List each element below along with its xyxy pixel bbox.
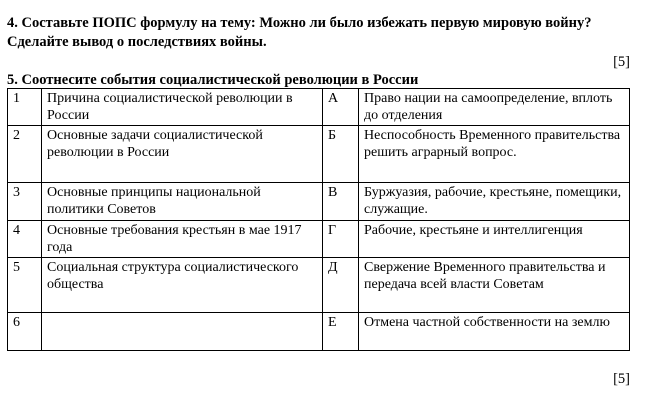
question-4-points: [5] [613, 54, 630, 70]
row-item: Основные требования крестьян в мае 1917 года [42, 221, 323, 258]
question-5-title: 5. Соотнесите события социалистической революции в России [7, 72, 419, 88]
row-number: 3 [8, 183, 42, 221]
row-item: Социальная структура социалистического общества [42, 258, 323, 313]
row-answer: Рабочие, крестьяне и интеллигенция [359, 221, 630, 258]
row-number: 5 [8, 258, 42, 313]
table-row [8, 313, 630, 351]
table-row [8, 221, 630, 258]
table-row [8, 126, 630, 183]
row-letter: Г [323, 221, 359, 258]
table-row [8, 258, 630, 313]
table-row [8, 183, 630, 221]
row-letter: Е [323, 313, 359, 351]
row-item: Основные принципы национальной политики Советов [42, 183, 323, 221]
row-answer: Право нации на самоопределение, вплоть до отделения [359, 89, 630, 126]
row-number: 2 [8, 126, 42, 183]
question-4-text: 4. Составьте ПОПС формулу на тему: Можно ли было избежать первую мировую войну? Сделайте вывод о последствиях войны. [7, 15, 592, 50]
row-item: Причина социалистической революции в России [42, 89, 323, 126]
row-letter: Д [323, 258, 359, 313]
row-answer: Буржуазия, рабочие, крестьяне, помещики, служащие. [359, 183, 630, 221]
matching-table [7, 88, 630, 351]
row-number: 1 [8, 89, 42, 126]
question-5-points: [5] [613, 371, 630, 387]
table-row [8, 89, 630, 126]
row-number: 6 [8, 313, 42, 351]
row-item [42, 313, 323, 351]
row-answer: Неспособность Временного правительства решить аграрный вопрос. [359, 126, 630, 183]
row-letter: В [323, 183, 359, 221]
row-item: Основные задачи социалистической революции в России [42, 126, 323, 183]
row-number: 4 [8, 221, 42, 258]
row-answer: Отмена частной собственности на землю [359, 313, 630, 351]
row-answer: Свержение Временного правительства и передача всей власти Советам [359, 258, 630, 313]
row-letter: А [323, 89, 359, 126]
row-letter: Б [323, 126, 359, 183]
